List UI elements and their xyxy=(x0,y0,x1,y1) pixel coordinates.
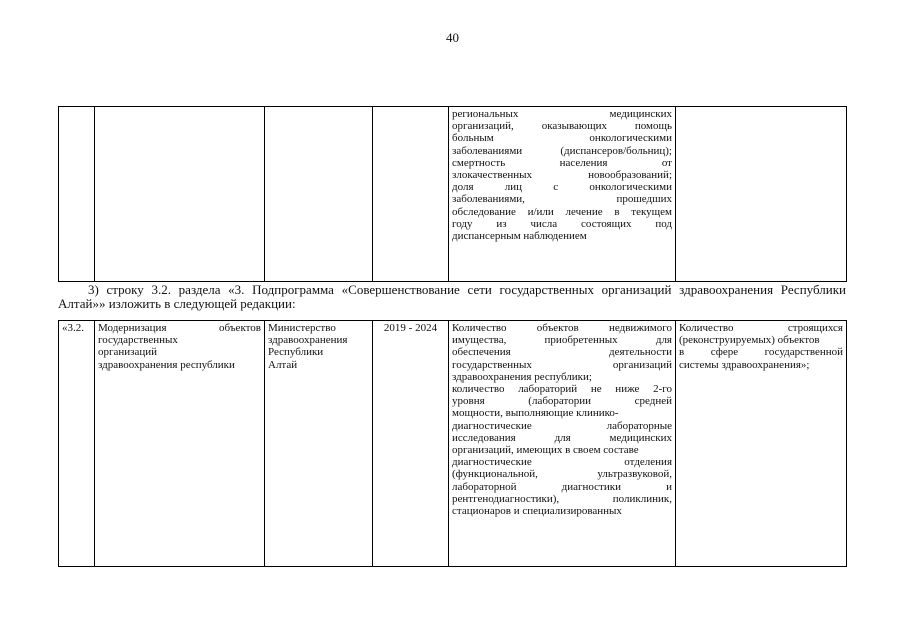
continued-table xyxy=(58,106,847,282)
executor-line: Алтай xyxy=(268,358,298,371)
number-cell xyxy=(59,107,95,282)
indicator-line: обследование и/или лечение в текущем xyxy=(452,205,672,218)
period-cell xyxy=(373,107,449,282)
executor-cell xyxy=(265,107,373,282)
indicator-line: лабораторной диагностики и xyxy=(452,480,672,493)
indicator-line: рентгенодиагностики), поликлиник, xyxy=(452,492,672,505)
indicator-line: государственных организаций xyxy=(452,358,672,371)
indicator-line: имущества, приобретенных для xyxy=(452,334,672,347)
indicator-line: больным онкологическими xyxy=(452,132,672,145)
indicator-cell xyxy=(449,321,676,567)
indicator-line: региональных медицинских xyxy=(452,108,672,120)
indicator-line: обеспечения деятельности xyxy=(452,346,672,359)
indicator-line: уровня (лаборатории средней xyxy=(452,395,672,408)
indicator-line: здравоохранения республики; xyxy=(452,370,592,383)
amendment-paragraph xyxy=(58,283,846,312)
event-cell xyxy=(95,321,265,567)
indicator-line: доля лиц с онкологическими xyxy=(452,181,672,194)
amendment-text: 3) строку 3.2. раздела «3. Подпрограмма «Совершенствование сети государственных организаций здравоохранения Республики Алтай»» изложить в следующей редакции: xyxy=(58,282,846,312)
indicator-line: исследования для медицинских xyxy=(452,431,672,444)
executor-line: Республики xyxy=(268,346,324,359)
event-line: здравоохранения республики xyxy=(98,358,235,371)
table-row xyxy=(59,321,847,567)
result-line: Количество строящихся xyxy=(679,322,843,334)
event-line: организаций xyxy=(98,346,158,359)
result-line: (реконструируемых) объектов xyxy=(679,334,820,347)
amended-table xyxy=(58,320,847,567)
indicator-line: заболеваниями (диспансеров/больниц); xyxy=(452,144,672,157)
table-row xyxy=(59,107,847,282)
period-cell xyxy=(373,321,449,567)
indicator-line: диспансерным наблюдением xyxy=(452,230,587,243)
result-line: системы здравоохранения»; xyxy=(679,358,810,371)
indicator-line: злокачественных новообразований; xyxy=(452,169,672,182)
event-line: государственных xyxy=(98,334,178,347)
indicator-line: стационаров и специализированных xyxy=(452,505,622,518)
period-value: 2019 - 2024 xyxy=(383,322,438,334)
row-number: «3.2. xyxy=(62,322,84,334)
indicator-line: (функциональной, ультразвуковой, xyxy=(452,468,672,481)
indicator-line: организаций, имеющих в своем составе xyxy=(452,444,639,457)
indicator-line: количество лабораторий не ниже 2-го xyxy=(452,383,672,396)
indicator-line: Количество объектов недвижимого xyxy=(452,322,672,334)
result-cell xyxy=(676,321,847,567)
number-cell xyxy=(59,321,95,567)
indicator-line: году из числа состоящих под xyxy=(452,217,672,230)
page-number: 40 xyxy=(446,30,459,45)
event-line: Модернизация объектов xyxy=(98,322,261,334)
result-line: в сфере государственной xyxy=(679,346,843,359)
indicator-line: мощности, выполняющие клинико- xyxy=(452,407,619,420)
executor-line: Министерство xyxy=(268,322,336,334)
result-cell xyxy=(676,107,847,282)
executor-cell xyxy=(265,321,373,567)
indicator-line: организаций, оказывающих помощь xyxy=(452,120,672,133)
indicator-line: заболеваниями, прошедших xyxy=(452,193,672,206)
event-cell xyxy=(95,107,265,282)
indicator-line: смертность населения от xyxy=(452,156,672,169)
indicator-line: диагностические лабораторные xyxy=(452,419,672,432)
indicator-cell xyxy=(449,107,676,282)
executor-line: здравоохранения xyxy=(268,334,348,347)
indicator-line: диагностические отделения xyxy=(452,456,672,469)
